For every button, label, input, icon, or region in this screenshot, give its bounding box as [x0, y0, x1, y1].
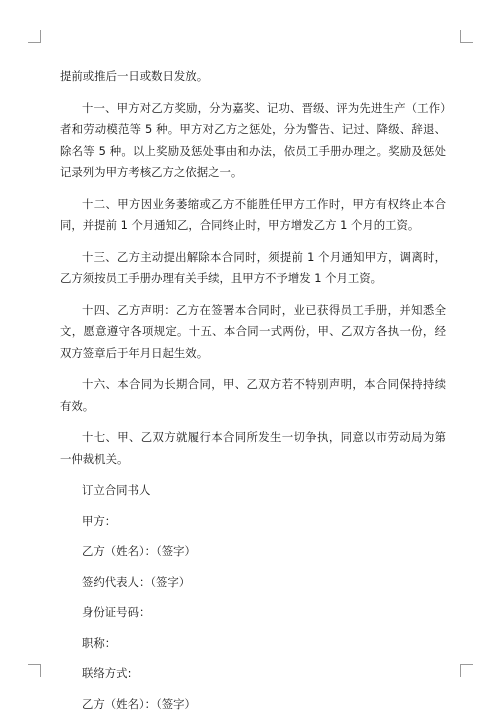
- signature-party-b: 乙方（姓名）：（签字）: [82, 544, 196, 558]
- paragraph-clause-16: 十六、本合同为长期合同，甲、乙双方若不特别声明，本合同保持持续有效。: [60, 377, 446, 413]
- page-corner-mark: [460, 30, 473, 43]
- paragraph-clause-12: 十二、甲方因业务萎缩或乙方不能胜任甲方工作时，甲方有权终止本合同，并提前 1 个月通知乙，合同终止时，甲方增发乙方 1 个月的工资。: [60, 196, 446, 232]
- paragraph-clause-14-15: 十四、乙方声明：乙方在签署本合同时，业已获得员工手册，并知悉全文，愿意遵守各项规定。十五、本合同一式两份，甲、乙双方各执一份，经双方签章后于年月日起生效。: [60, 302, 446, 360]
- signature-title: 职称：: [82, 635, 117, 650]
- paragraph-clause-17: 十七、甲、乙双方就履行本合同所发生一切争执，同意以市劳动局为第一仲裁机关。: [60, 430, 446, 466]
- page-corner-mark: [460, 664, 473, 677]
- signature-party-a: 甲方：: [82, 513, 117, 528]
- signature-contact: 联络方式:: [82, 666, 132, 680]
- paragraph-clause-11: 十一、甲方对乙方奖励，分为嘉奖、记功、晋级、评为先进生产（工作）者和劳动模范等 5 种。甲方对乙方之惩处，分为警告、记过、降级、辞退、除名等 5 种。以上奖励及惩处事由和办法，依员工手册办理之。奖励及惩处记录列为甲方考核乙方之依据之一。: [60, 100, 446, 179]
- signature-party-b-repeat: 乙方（姓名）：（签字）: [82, 696, 196, 711]
- page-corner-mark: [28, 664, 41, 677]
- page-corner-mark: [28, 30, 41, 43]
- paragraph-clause-13: 十三、乙方主动提出解除本合同时，须提前 1 个月通知甲方，调离时，乙方须按员工手册办理有关手续，且甲方不予增发 1 个月工资。: [60, 249, 446, 285]
- signature-representative: 签约代表人：（签字）: [82, 574, 191, 589]
- contract-body: [60, 66, 446, 724]
- signature-heading: 订立合同书人: [82, 483, 151, 497]
- signature-id-number: 身份证号码：: [82, 605, 151, 619]
- paragraph-continuation: 提前或推后一日或数日发放。: [60, 69, 209, 83]
